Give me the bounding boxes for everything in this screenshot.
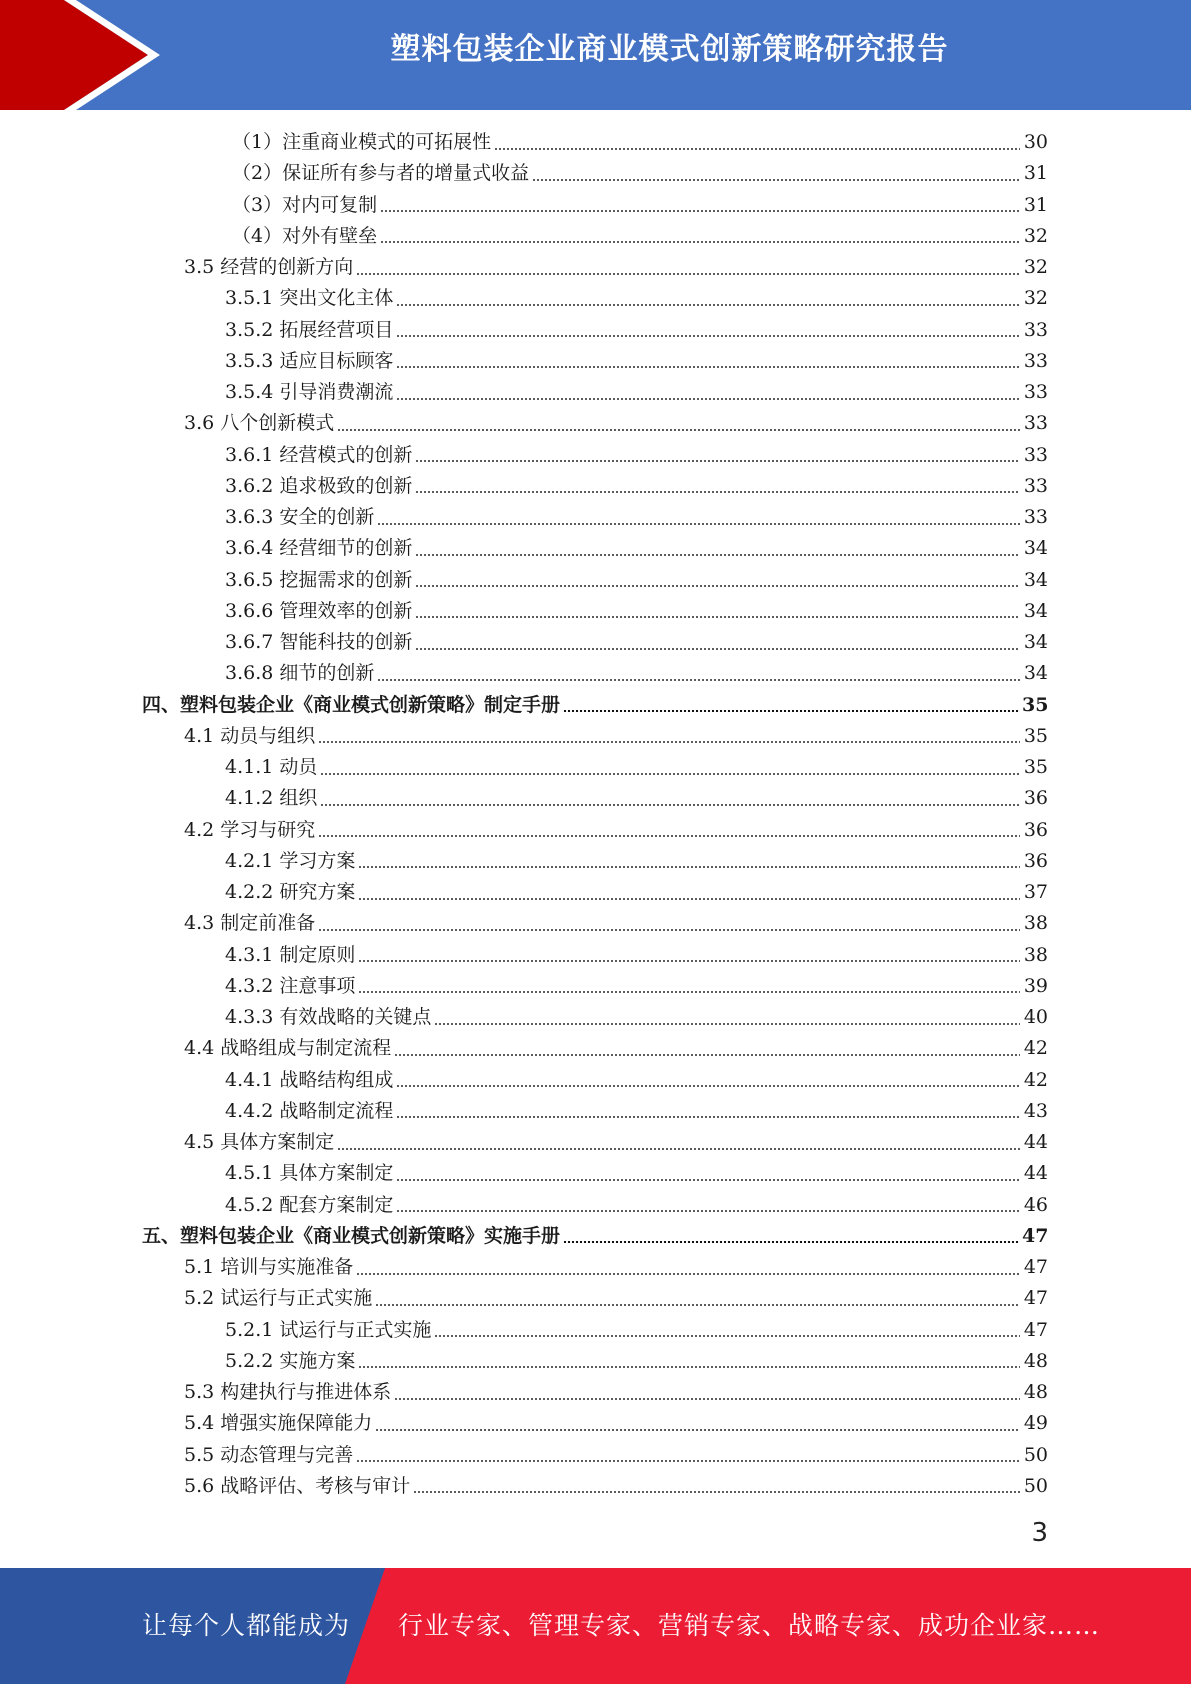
toc-entry-title: 4.3.2 注意事项 — [225, 974, 356, 997]
page-number: 3 — [1031, 1518, 1048, 1548]
toc-entry-title: 四、塑料包装企业《商业模式创新策略》制定手册 — [142, 693, 561, 716]
toc-dot-leader — [337, 1148, 1020, 1150]
toc-dot-leader — [380, 241, 1020, 243]
toc-entry-title: 4.1.1 动员 — [225, 756, 318, 778]
toc-entry[interactable] — [0, 471, 1191, 502]
toc-entry-page-number: 42 — [1023, 1037, 1048, 1060]
toc-dot-leader — [380, 210, 1020, 212]
toc-entry-title: 5.3 构建执行与推进体系 — [184, 1381, 392, 1403]
footer-slogan-left: 让每个人都能成为 — [142, 1611, 351, 1640]
toc-entry-title: 3.6.4 经营细节的创新 — [225, 537, 413, 560]
page-header — [0, 0, 1191, 110]
toc-entry-title: 3.6.3 安全的创新 — [225, 506, 375, 528]
toc-entry-title: 4.5.2 配套方案制定 — [225, 1193, 394, 1216]
toc-entry[interactable] — [0, 502, 1191, 533]
toc-entry-page-number: 32 — [1023, 287, 1048, 310]
toc-dot-leader — [396, 304, 1020, 306]
toc-entry[interactable] — [0, 1127, 1191, 1158]
toc-entry-page-number: 47 — [1023, 1256, 1048, 1278]
toc-entry-page-number: 47 — [1023, 1287, 1048, 1310]
toc-entry[interactable] — [0, 533, 1191, 564]
toc-entry[interactable] — [0, 283, 1191, 314]
toc-dot-leader — [358, 898, 1020, 900]
toc-entry[interactable] — [0, 1408, 1191, 1439]
toc-entry[interactable] — [0, 658, 1191, 689]
toc-entry[interactable] — [0, 721, 1191, 752]
toc-entry-title: 3.5.2 拓展经营项目 — [225, 318, 394, 341]
toc-entry-title: 3.5 经营的创新方向 — [184, 256, 354, 278]
toc-entry-title: 3.6.6 管理效率的创新 — [225, 599, 413, 622]
toc-entry[interactable] — [0, 377, 1191, 408]
toc-entry-title: 4.5 具体方案制定 — [184, 1131, 335, 1153]
toc-entry-page-number: 36 — [1023, 818, 1048, 841]
toc-dot-leader — [563, 710, 1020, 712]
toc-dot-leader — [415, 616, 1020, 618]
toc-entry[interactable] — [0, 440, 1191, 471]
toc-dot-leader — [358, 1366, 1020, 1368]
toc-entry-page-number: 35 — [1023, 756, 1048, 778]
toc-entry[interactable] — [0, 190, 1191, 221]
toc-entry[interactable] — [0, 846, 1191, 877]
toc-entry-page-number: 49 — [1023, 1412, 1048, 1435]
toc-entry-title: （4）对外有壁垒 — [232, 224, 378, 247]
toc-entry[interactable] — [0, 908, 1191, 939]
header-red-arrow-shape — [0, 0, 148, 110]
toc-entry-page-number: 36 — [1023, 849, 1048, 872]
toc-dot-leader — [396, 1210, 1020, 1212]
toc-entry-title: 5.2 试运行与正式实施 — [184, 1287, 373, 1310]
page-footer — [0, 1568, 1191, 1684]
toc-entry-page-number: 34 — [1023, 662, 1048, 685]
toc-dot-leader — [356, 1273, 1020, 1275]
toc-entry-page-number: 46 — [1023, 1193, 1048, 1216]
toc-entry-page-number: 48 — [1023, 1381, 1048, 1403]
toc-entry-page-number: 32 — [1023, 224, 1048, 247]
toc-entry-page-number: 30 — [1023, 131, 1048, 153]
toc-dot-leader — [318, 929, 1020, 931]
toc-dot-leader — [396, 398, 1020, 400]
toc-entry-title: 4.2 学习与研究 — [184, 818, 316, 841]
toc-entry[interactable] — [0, 221, 1191, 252]
toc-entry-title: 5.5 动态管理与完善 — [184, 1443, 354, 1466]
toc-entry[interactable] — [0, 1315, 1191, 1346]
toc-entry-title: 4.4.2 战略制定流程 — [225, 1099, 394, 1122]
toc-entry[interactable] — [0, 1440, 1191, 1471]
toc-entry[interactable] — [0, 408, 1191, 439]
toc-entry-title: 3.5.4 引导消费潮流 — [225, 381, 394, 403]
toc-entry-page-number: 39 — [1023, 974, 1048, 997]
toc-entry[interactable] — [0, 1346, 1191, 1377]
toc-dot-leader — [415, 554, 1020, 556]
toc-dot-leader — [563, 1241, 1020, 1243]
toc-entry[interactable] — [0, 1471, 1191, 1502]
toc-entry[interactable] — [0, 971, 1191, 1002]
toc-dot-leader — [375, 1429, 1020, 1431]
toc-dot-leader — [396, 1179, 1020, 1181]
toc-dot-leader — [358, 960, 1020, 962]
toc-entry-page-number: 33 — [1023, 412, 1048, 435]
toc-entry[interactable] — [0, 1002, 1191, 1033]
toc-entry-title: 4.3.3 有效战略的关键点 — [225, 1006, 432, 1028]
toc-entry-page-number: 34 — [1023, 599, 1048, 622]
toc-entry-page-number: 44 — [1023, 1162, 1048, 1185]
toc-dot-leader — [396, 1116, 1020, 1118]
toc-entry-page-number: 34 — [1023, 631, 1048, 653]
toc-entry-title: 5.2.2 实施方案 — [225, 1349, 356, 1372]
toc-dot-leader — [320, 804, 1020, 806]
toc-entry-page-number: 36 — [1023, 787, 1048, 810]
toc-entry-title: 4.3 制定前准备 — [184, 912, 316, 935]
toc-dot-leader — [415, 648, 1020, 650]
toc-entry[interactable] — [0, 815, 1191, 846]
toc-entry-title: 4.4 战略组成与制定流程 — [184, 1037, 392, 1060]
toc-dot-leader — [415, 460, 1020, 462]
toc-dot-leader — [356, 273, 1020, 275]
toc-entry-title: 3.5.3 适应目标顾客 — [225, 349, 394, 372]
toc-entry-page-number: 37 — [1023, 881, 1048, 903]
toc-entry[interactable] — [0, 1283, 1191, 1314]
table-of-contents — [0, 127, 1191, 1502]
toc-entry-title: 5.4 增强实施保障能力 — [184, 1412, 373, 1435]
toc-entry[interactable] — [0, 1158, 1191, 1189]
toc-dot-leader — [377, 523, 1020, 525]
toc-entry-page-number: 40 — [1023, 1006, 1048, 1028]
toc-entry-title: 4.4.1 战略结构组成 — [225, 1068, 394, 1091]
toc-entry-title: 3.6.2 追求极致的创新 — [225, 474, 413, 497]
toc-entry[interactable] — [0, 877, 1191, 908]
toc-entry[interactable] — [0, 1065, 1191, 1096]
toc-dot-leader — [358, 991, 1020, 993]
toc-entry-title: （3）对内可复制 — [232, 193, 378, 216]
toc-entry-page-number: 33 — [1023, 474, 1048, 497]
toc-dot-leader — [396, 1085, 1020, 1087]
toc-dot-leader — [318, 741, 1020, 743]
toc-entry[interactable] — [0, 752, 1191, 783]
toc-entry-page-number: 34 — [1023, 568, 1048, 591]
toc-dot-leader — [434, 1335, 1020, 1337]
toc-entry-page-number: 35 — [1022, 693, 1049, 716]
toc-entry-page-number: 35 — [1023, 724, 1048, 747]
toc-entry-title: 4.5.1 具体方案制定 — [225, 1162, 394, 1185]
toc-dot-leader — [394, 1054, 1020, 1056]
toc-dot-leader — [415, 585, 1020, 587]
toc-dot-leader — [318, 835, 1020, 837]
toc-entry[interactable] — [0, 1033, 1191, 1064]
toc-entry-page-number: 33 — [1023, 349, 1048, 372]
toc-entry-page-number: 48 — [1023, 1349, 1048, 1372]
toc-dot-leader — [434, 1023, 1020, 1025]
toc-entry-page-number: 50 — [1023, 1443, 1048, 1466]
toc-entry-title: 3.6 八个创新模式 — [184, 412, 335, 435]
toc-entry-title: 3.6.8 细节的创新 — [225, 662, 375, 685]
toc-entry[interactable] — [0, 940, 1191, 971]
toc-entry-title: 五、塑料包装企业《商业模式创新策略》实施手册 — [142, 1224, 561, 1247]
toc-entry-page-number: 33 — [1023, 506, 1048, 528]
toc-entry[interactable] — [0, 1190, 1191, 1221]
toc-entry-page-number: 44 — [1023, 1131, 1048, 1153]
footer-slogan-right: 行业专家、管理专家、营销专家、战略专家、成功企业家…… — [398, 1611, 1101, 1640]
toc-entry-title: 4.1.2 组织 — [225, 787, 318, 810]
report-title: 塑料包装企业商业模式创新策略研究报告 — [390, 32, 949, 67]
toc-entry-page-number: 31 — [1023, 162, 1048, 185]
toc-dot-leader — [396, 366, 1020, 368]
toc-dot-leader — [413, 1491, 1020, 1493]
toc-dot-leader — [394, 1398, 1020, 1400]
toc-entry[interactable] — [0, 627, 1191, 658]
toc-dot-leader — [358, 866, 1020, 868]
toc-entry-title: 5.6 战略评估、考核与审计 — [184, 1474, 411, 1497]
toc-dot-leader — [415, 491, 1020, 493]
toc-dot-leader — [494, 148, 1020, 150]
toc-entry-title: 4.3.1 制定原则 — [225, 943, 356, 966]
toc-dot-leader — [377, 679, 1020, 681]
toc-entry[interactable] — [0, 158, 1191, 189]
toc-entry-page-number: 47 — [1022, 1224, 1049, 1247]
toc-entry-title: 5.2.1 试运行与正式实施 — [225, 1318, 432, 1341]
toc-entry[interactable] — [0, 1377, 1191, 1408]
toc-entry-page-number: 47 — [1023, 1318, 1048, 1341]
toc-dot-leader — [375, 1304, 1020, 1306]
toc-entry-page-number: 31 — [1023, 193, 1048, 216]
toc-entry-title: 4.2.1 学习方案 — [225, 849, 356, 872]
toc-chapter-entry[interactable] — [0, 690, 1191, 721]
toc-dot-leader — [320, 773, 1020, 775]
toc-dot-leader — [337, 429, 1020, 431]
toc-entry[interactable] — [0, 127, 1191, 158]
toc-entry-title: 3.5.1 突出文化主体 — [225, 287, 394, 310]
toc-entry[interactable] — [0, 346, 1191, 377]
toc-entry-title: 4.2.2 研究方案 — [225, 881, 356, 903]
toc-entry[interactable] — [0, 565, 1191, 596]
toc-entry-title: 3.6.7 智能科技的创新 — [225, 631, 413, 653]
toc-entry-title: 3.6.1 经营模式的创新 — [225, 443, 413, 466]
toc-entry-page-number: 38 — [1023, 912, 1048, 935]
toc-dot-leader — [356, 1460, 1020, 1462]
toc-entry-title: 4.1 动员与组织 — [184, 724, 316, 747]
toc-dot-leader — [396, 335, 1020, 337]
toc-entry[interactable] — [0, 1096, 1191, 1127]
toc-entry[interactable] — [0, 783, 1191, 814]
toc-entry-page-number: 43 — [1023, 1099, 1048, 1122]
toc-entry-title: （1）注重商业模式的可拓展性 — [232, 131, 492, 153]
toc-entry-title: （2）保证所有参与者的增量式收益 — [232, 162, 530, 185]
toc-dot-leader — [532, 179, 1020, 181]
toc-entry[interactable] — [0, 596, 1191, 627]
toc-entry-page-number: 34 — [1023, 537, 1048, 560]
toc-entry-title: 3.6.5 挖掘需求的创新 — [225, 568, 413, 591]
toc-entry-title: 5.1 培训与实施准备 — [184, 1256, 354, 1278]
toc-entry-page-number: 33 — [1023, 318, 1048, 341]
toc-entry-page-number: 32 — [1023, 256, 1048, 278]
toc-entry-page-number: 42 — [1023, 1068, 1048, 1091]
toc-entry-page-number: 33 — [1023, 443, 1048, 466]
toc-chapter-entry[interactable] — [0, 1221, 1191, 1252]
toc-entry[interactable] — [0, 252, 1191, 283]
toc-entry-page-number: 33 — [1023, 381, 1048, 403]
toc-entry[interactable] — [0, 315, 1191, 346]
toc-entry[interactable] — [0, 1252, 1191, 1283]
toc-entry-page-number: 50 — [1023, 1474, 1048, 1497]
toc-entry-page-number: 38 — [1023, 943, 1048, 966]
